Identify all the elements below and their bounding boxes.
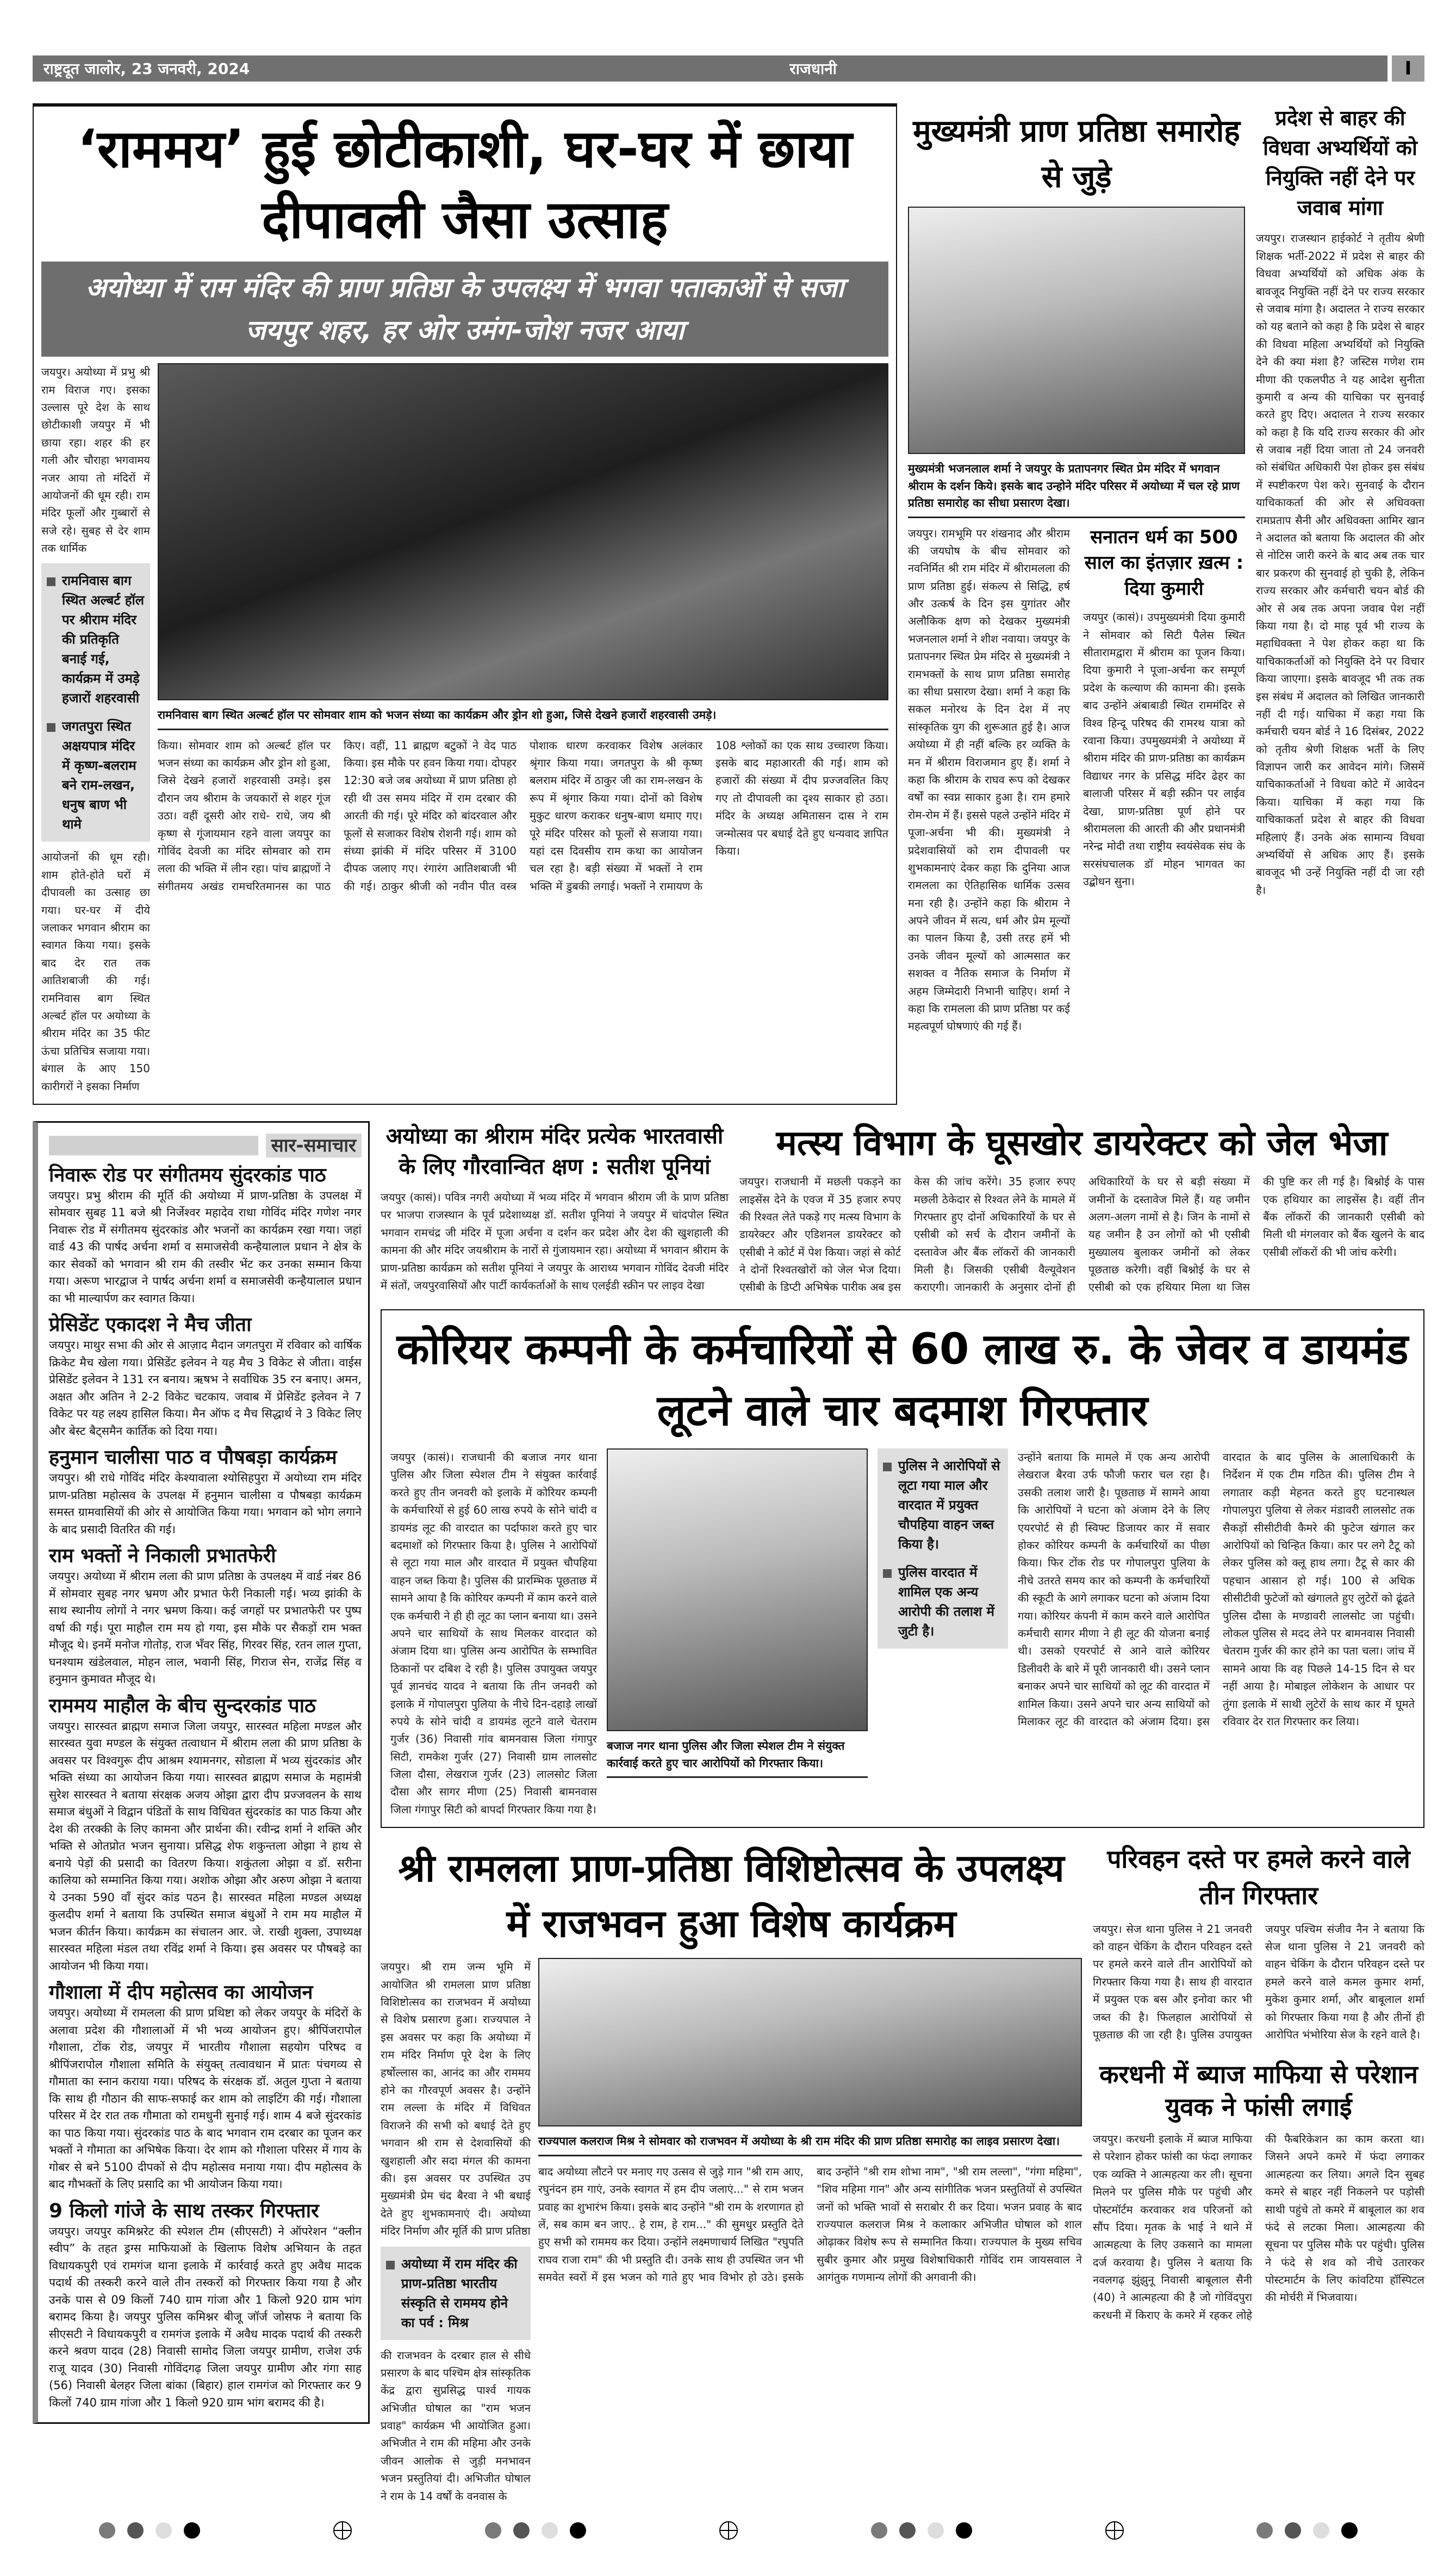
rajbhavan-content	[381, 1958, 1082, 2505]
color-dot	[1341, 2522, 1358, 2539]
color-dot	[956, 2522, 972, 2539]
color-dot	[928, 2522, 944, 2539]
color-dot	[871, 2522, 887, 2539]
lead-intro: जयपुर। अयोध्या में प्रभु श्री राम विराज गए। इसका उल्लास पूरे देश के साथ छोटीकाशी जयपुर में भी छाया रहा। शहर की हर गली और चौराहा भगवामय नजर आया तो मंदिरों में आयोजनों की धूम रही। राम मंदिर फूलों और गुब्बारों से सजे रहे। सुबह से देर शाम तक धार्मिक	[41, 365, 150, 555]
bullet-icon	[47, 723, 55, 732]
brief-body: जयपुर। माथुर सभा की ओर से आज़ाद मैदान जगतपुरा में रविवार को वार्षिक क्रिकेट मैच खेला गया। प्रेसिडेंट इलेवन ने यह मैच 3 विकेट से जीता। वाईस प्रेसिडेंट इलेवन ने 131 रन बनाय। ऋषभ ने सर्वाधिक 35 रन बनाए। अमन, अक्षत और अतिन ने 2-2 विकेट चटकाय. जवाब में प्रेसिडेंट इलेवन ने 7 विकेट पर यह लक्ष्य हासिल किया। मैन ऑफ द मैच सिद्धार्थ ने 3 विकेट लिए और बेस्ट बैट्समैन कार्तिक को दिया गया।	[49, 1339, 362, 1438]
rajbhavan-left-column	[381, 1958, 531, 2505]
courier-headline: कोरियर कम्पनी के कर्मचारियों से 60 लाख रु. के जेवर व डायमंड लूटने वाले चार बदमाश गिरफ्तार	[396, 1324, 1409, 1435]
briefs-list	[49, 1163, 362, 2412]
brief-body: जयपुर। अयोध्या में रामलला की प्राण प्रथिष्टा को लेकर जयपुर के मंदिरों के अलावा प्रदेश की गौशालाओं में भी भव्य आयोजन हुए। श्रीपिंजरापोल गौशाला, टोंक रोड, जयपुर में भारतीय गौशाला सहयोग परिषद व श्रीपिंजरापोल गौशाला समिति के संयुक्त् तत्वावधान में प्रातः पंचगव्य से गौमाता का स्नान कराया गया। परिषद के संरक्षक डॉ. अतुल गुप्ता ने बताया कि साथ ही गौठान की साफ-सफाई कर शाम को लाइटिंग की गई। गौशाला परिसर में देर रात तक गौमाता को रामधुनी सुनाई गई। शाम 4 बजे सुंदरकांड का पाठ किया गया। सुंदरकांड पाठ के बाद भगवान राम दरबार का पूजन कर भक्तों ने गौमाता का अभिषेक किया। देर शाम को गौशाला परिसर में गाय के गोबर से बने 5100 दीपकों से दीप महोत्सव मनाया गया। दीप महोत्सव के बाद गौभक्तों के लिए प्रसादि का भी आयोजन किया गया।	[49, 2006, 362, 2191]
color-dot	[99, 2522, 115, 2539]
hc-story	[1256, 103, 1424, 899]
cm-story	[908, 103, 1245, 1035]
right-area	[381, 1121, 1424, 2505]
briefs-box	[33, 1121, 370, 2424]
brief-title: 9 किलो गांजे के साथ तस्कर गिरफ्तार	[49, 2199, 319, 2222]
rajbhavan-photo	[538, 1958, 1082, 2126]
color-dot	[184, 2522, 200, 2539]
brief-body: जयपुर। श्री राधे गोविंद मंदिर केश्यावाला श्योसिहपुरा में अयोध्या राम मंदिर प्राण-प्रतिष्ठा महोत्सव के उपलक्ष में हनुमान चालीसा व पौषबड़ा कार्यक्रम समस्त ग्रामवासियों की ओर से आयोजित किया गया। भगवान को भोग लगाने के बाद प्रसादी वितरित की गई।	[49, 1471, 362, 1536]
highlight-item: पुलिस वारदात में शामिल एक अन्य आरोपी की तलाश में जुटी है।	[883, 1563, 1003, 1641]
hc-body: जयपुर। राजस्थान हाईकोर्ट ने तृतीय श्रेणी शिक्षक भर्ती-2022 में प्रदेश से बाहर की विधवा अभ्यर्थियों को अधिक अंक के बावजूद नियुक्ति नहीं देने पर राज्य सरकार से जवाब मांगा है। अदालत ने राज्य सरकार को यह बताने को कहा है कि प्रदेश से बाहर की विधवा महिला अभ्यर्थियों को नियुक्ति देने की क्या मंशा है? जस्टिस गणेश राम मीणा की एकलपीठ ने यह आदेश सुनीता कुमारी व अन्य की याचिका पर सुनवाई करते हुए दिए। अदालत ने राज्य सरकार को कहा है कि यदि राज्य सरकार की ओर से जवाब नहीं दिया जाता तो 24 जनवरी को संबंधित अधिकारी पेश होकर इस संबंध में स्पष्टीकरण पेश करे। सुनवाई के दौरान याचिकाकर्ता की ओर से अधिवक्ता रामप्रताप सैनी और अधिवक्ता आमिर खान ने अदालत को बताया कि अदालत की ओर से नोटिस जारी करने के बाद अब तक चार बार प्रकरण की सुनवाई हो चुकी है, लेकिन राज्य सरकार और कर्मचारी चयन बोर्ड की ओर से अब तक अपना जवाब पेश नहीं किया गया है। दो माह पूर्व भी राज्य के महाधिवक्ता ने पेश होकर कहा था कि याचिकाकर्ताओं को नियुक्ति देने पर विचार किया जाएगा। इसके बावजूद भी तक तक इस संबंध में अदालत को लिखित जानकारी नहीं दी गई। याचिका में कहा गया कि कर्मचारी चयन बोर्ड ने 16 दिसंबर, 2022 को तृतीय श्रेणी शिक्षक भर्ती के लिए विज्ञापन जारी कर आवेदन मांगे। जिसमें याचिकाकर्ताओं ने विधवा कोटे में आवेदन किया। याचिका में कहा गया कि याचिकाकर्ता प्रदेश से बाहर की विधवा महिलाएं हैं। उनके अंक सामान्य विधवा अभ्यर्थियों से अधिक आए हैं। इसके बावजूद भी उन्हें नियुक्ति नहीं दी जा रही है।	[1256, 232, 1424, 897]
lead-photo-caption: रामनिवास बाग स्थित अल्बर्ट हॉल पर सोमवार शाम को भजन संध्या का कार्यक्रम और ड्रोन शो हुआ, जिसे देखने हजारों शहरवासी उमड़े।	[158, 707, 888, 730]
registration-mark-icon	[719, 2521, 738, 2540]
color-dot	[1285, 2522, 1301, 2539]
transport-headline: परिवहन दस्ते पर हमले करने वाले तीन गिरफ्तार	[1107, 1844, 1410, 1910]
color-dot	[485, 2522, 501, 2539]
color-registration-dots	[1256, 2522, 1358, 2539]
courier-highlights	[878, 1448, 1008, 1649]
lead-headline: ‘राममय’ हुई छोटीकाशी, घर-घर में छाया दीपावली जैसा उत्साह	[77, 119, 853, 250]
page-number: I	[1392, 55, 1424, 82]
color-registration-dots	[485, 2522, 586, 2539]
lead-subhead: अयोध्या में राम मंदिर की प्राण प्रतिष्ठा के उपलक्ष्य में भगवा पताकाओं से सजा जयपुर शहर, हर ओर उमंग-जोश नजर आया	[41, 262, 888, 357]
brief-body: जयपुर। सारस्वत ब्राह्मण समाज जिला जयपुर, सारस्वत महिला मण्डल और सारस्वत युवा मण्डल के संयुक्त तत्वाधान में श्रीराम लला की प्राण प्रतिष्ठा के अवसर पर विश्वगुरू दीप आश्रम श्यामनगर, सोडाला में भव्य सुंदरकांड और भक्ति संध्या का आयोजन किया गया। सारस्वत ब्राह्मण समाज के महामंत्री सुरेश सारस्वत ने बताया संरक्षक अजय ओझा द्वारा दीप प्रज्जवलन के साथ समाज बंधुओं ने विद्वान पंडितों के साथ विधिवत सुंदरकांड का पाठ किया और देश की तरक्की के लिए कामना और प्रार्थना की। रवीन्द्र शर्मा ने शक्ति और भक्ति से ओतप्रोत भजन सुनाया। प्रसिद्ध शेफ शकुन्तला ओझा ने हाथ से बनाये पेड़ों की प्रसादी का वितरण किया। शकुंतला ओझा व डॉ. सरीना कालिया को सम्मानित किया गया। अशोक ओझा और अरुण ओझा ने बताया ये उनका 590 वाँ सुंदर कांड पठन है। सारस्वत महिला मण्डल अध्यक्ष कुलदीप शर्मा ने बताया कि उपस्थित समाज बंधुओं ने राम मय माहौल में भजन कीर्तन किया। कार्यक्रम का संचालन आर. जे. राखी शुक्ला, उपाध्यक्ष सारस्वत महिला मंडल तथा रविंद्र शर्मा ने किया। इस अवसर पर पौषबड़े का आयोजन भी किया गया।	[49, 1719, 362, 1973]
rajbhavan-body-left-2: की राजभवन के दरबार हाल से सीधे प्रसारण के बाद पश्चिम क्षेत्र सांस्कृतिक केंद्र द्वारा सुप्रसिद्ध पार्श्व गायक अभिजीत घोषाल का "राम भजन प्रवाह" कार्यक्रम भी आयोजित हुआ। अभिजीत ने राम की महिमा और उनके जीवन आलोक से जुड़ी मनभावन भजन प्रस्तुतियां दी। अभिजीत घोषाल ने राम के 14 वर्षों के वनवास के	[381, 2348, 531, 2503]
color-dot	[1313, 2522, 1329, 2539]
briefs-label-row	[49, 1134, 362, 1158]
color-dot	[899, 2522, 916, 2539]
color-registration-dots	[99, 2522, 200, 2539]
lead-story	[33, 103, 897, 1105]
courier-story	[381, 1309, 1424, 1828]
page	[33, 0, 1424, 2540]
rajbhavan-headline: श्री रामलला प्राण-प्रतिष्ठा विशिष्टोत्सव के उपलक्ष्य में राजभवन हुआ विशेष कार्यक्रम	[398, 1846, 1065, 1946]
highlight-item: रामनिवास बाग स्थित अल्बर्ट हॉल पर श्रीराम मंदिर की प्रतिकृति बनाई गई, कार्यक्रम में उमड़े हजारों शहरवासी	[47, 571, 145, 708]
crowd-photo	[158, 363, 888, 700]
puniya-body: जयपुर (कासं)। पवित्र नगरी अयोध्या में भव्य मंदिर में भगवान श्रीराम जी के प्राण प्रतिष्ठा पर भाजपा राजस्थान के पूर्व प्रदेशाध्यक्ष डॉ. सतीश पूनियां ने जयपुर में चांदपोल स्थित भगवान रामचंद्र जी मंदिर में पूजा अर्चना व दर्शन कर प्रदेश और देश की खुशहाली की कामना की और मंदिर जयश्रीराम के नारों से गुंजायमान रहा। अयोध्या में भगवान श्रीराम के प्राण-प्रतिष्ठा कार्यक्रम को सतीश पूनियां ने जयपुर के आराध्य भगवान गोविंद देवजी मंदिर में संतों, जयपुरवासियों और पार्टी कार्यकर्ताओं के साथ एलईडी स्क्रीन पर लाइव देखा	[381, 1190, 729, 1292]
courier-right	[878, 1448, 1415, 1730]
brief-title: गौशाला में दीप महोत्सव का आयोजन	[49, 1981, 313, 2004]
puniya-story	[381, 1121, 729, 1294]
fish-headline: मत्स्य विभाग के घूसखोर डायरेक्टर को जेल भेजा	[776, 1123, 1388, 1164]
color-dot	[127, 2522, 144, 2539]
rajbhavan-story	[381, 1841, 1082, 2505]
rajbhavan-highlight	[381, 2247, 531, 2340]
registration-mark-icon	[1105, 2521, 1124, 2540]
courier-body-right: उन्होंने बताया कि मामले में एक अन्य आरोपी लेखराज बैरवा उर्फ फौजी फरार चल रहा है। उसकी तलाश जारी है। पूछताछ में सामने आया कि आरोपियों ने घटना को अंजाम देने के लिए एयरपोर्ट से ही स्विफ्ट डिजायर कार में सवार होकर कोरियर कम्पनी के कर्मचारियों का पीछा किया। फिर टोंक रोड पर गोपालपुरा पुलिया के नीचे उतरते समय कार को कम्पनी के कर्मचारियों की स्कूटी के आगे लगाकर घटना को अंजाम दिया गया। कोरियर कंपनी में काम करने वाले आरोपित कर्मचारी सागर मीणा ने ही लूट की योजना बनाई थी। उसको एयरपोर्ट से आने वाले कोरियर डिलीवरी के बारे में पूरी जानकारी थी। उसने प्लान बनाकर अपने चार साथियों को लूट की वारदात में शामिल किया। उसने अपने चार अन्य साथियों को मिलाकर लूट की वारदात को अंजाम दिया। इस वारदात के बाद पुलिस के आलाधिकारी के निर्देशन में एक टीम गठित की। पुलिस टीम ने लगातार कड़ी मेहनत करते हुए घटनास्थल गोपालपुरा पुलिया से लेकर मंडावरी लालसोट तक सैकड़ों सीसीटीवी कैमरे की फुटेज खंगाल कर आरोपियों को चिन्हित किया। कार पर लगे टैटू को लेकर पुलिस को क्लू हाथ लगा। टैटू से कार की पहचान आसान हो गई। 100 से अधिक सीसीटीवी फुटेजों को खंगालते हुए लुटेरों को ढूंढते पुलिस दौसा के मण्डावरी लालसोट जा पहुंची। लोकल पुलिस से मदद लेने पर बामनवास निवासी चेतराम गुर्जर की कार होने का पता चला। जांच में सामने आया कि वह पिछले 14-15 दिन से घर नहीं आया है। मोबाइल लोकेशन के आधार पर तुंगा इलाके में साथी लुटेरों के साथ कार में घूमते रविवार देर रात गिरफ्तार कर लिया।	[1018, 1451, 1415, 1728]
brief-title: प्रेसिडेंट एकादश ने मैच जीता	[49, 1314, 252, 1336]
brief-body: जयपुर। जयपुर कमिश्नरेट की स्पेशल टीम (सीएसटी) ने ऑपरेशन “क्लीन स्वीप” के तहत ड्रग्स माफियाओं के खिलाफ विशेष अभियान के तहत विधायकपुरी एवं रामगंज थाना इलाके में कार्रवाई करते हुए अवैध मादक पदार्थ की तस्करी करने वाले तीन तस्करों को गिरफ्तार किया गया है और उनके पास से 09 किलों 740 ग्राम गांजा और 1 किलो 920 ग्राम भांग बरामद किया है। जयपुर पुलिस कमिश्नर बीजू जॉर्ज जोसफ ने बताया कि सीएसटी ने विधायकपुरी व रामगंज इलाके में अवैध मादक पदार्थ की तस्करी करने श्रवण यादव (28) निवासी सामोद जिला जयपुर ग्रामीण, राजेश उर्फ राजू यादव (30) निवासी गोविंदगढ़ जिला जयपुर ग्रामीण और गंगा साह (56) निवासी बेलहर जिला बांका (बिहार) हाल रामगंज को गिरफ्तार कर 9 किलों 740 ग्राम गांजा और 1 किलो 920 ग्राम भांग बरामद की है।	[49, 2224, 362, 2409]
highlight-item: पुलिस ने आरोपियों से लूटा गया माल और वारदात में प्रयुक्त चौपहिया वाहन जब्त किया है।	[883, 1456, 1003, 1554]
rajbhavan-row	[381, 1841, 1424, 2505]
masthead-bar	[33, 55, 1387, 82]
dateline: राष्ट्रदूत जालोर, 23 जनवरी, 2024	[43, 60, 250, 78]
diya-kumari-headline: सनातन धर्म का 500 साल का इंतज़ार ख़त्म : दिया कुमारी	[1084, 526, 1244, 600]
transport-body: जयपुर। सेज थाना पुलिस ने 21 जनवरी को वाहन चेकिंग के दौरान परिवहन दस्ते पर हमले करने वाले तीन आरोपियों को गिरफ्तार किया गया है। साथ ही वारदात में प्रयुक्त एक बस और इनोवा कार भी जब्त की है। फिलहाल आरोपियों से पूछताछ की जा रही है। पुलिस उपायुक्त जयपुर पश्चिम संजीव नैन ने बताया कि सेज थाना पुलिस ने 21 जनवरी को वाहन चेकिंग के दौरान परिवहन दस्ते पर हमले करने वाले कमल कुमार शर्मा, मुकेश कुमार शर्मा, और बाबूलाल शर्मा को गिरफ्तार किया गया है और तीनों ही आरोपित भंभोरिया सेज के रहने वाले है।	[1093, 1922, 1424, 2041]
highlight-item: जगतपुरा स्थित अक्षयपात्र मंदिर में कृष्ण-बलराम बने राम-लखन, धनुष बाण भी थामे	[47, 717, 145, 834]
brief-title: निवारू रोड पर संगीतमय सुंदरकांड पाठ	[49, 1164, 326, 1186]
lead-main-column	[158, 363, 888, 895]
cm-headline: मुख्यमंत्री प्राण प्रतिष्ठा समारोह से जुड़े	[913, 114, 1240, 195]
cm-body: जयपुर। रामभूमि पर शंखनाद और श्रीराम की जयघोष के बीच सोमवार को नवनिर्मित श्री राम मंदिर में श्रीरामलला की प्राण प्रतिष्ठा हुई। संकल्प से सिद्धि, हर्ष और उत्कर्ष के दिन इस युगांतर और अलौकिक क्षण को देखकर मुख्यमंत्री भजनलाल शर्मा ने शीश नवाया। जयपुर के प्रतापनगर स्थित प्रेम मंदिर से मुख्यमंत्री ने रामभक्तों के साथ प्राण प्रतिष्ठा समारोह का सीधा प्रसारण देखा। शर्मा ने कहा कि सकल मनोरथ के दिन देश में नए सांस्कृतिक युग की शुरूआत हुई है। आज अयोध्या में ही नहीं बल्कि हर व्यक्ति के मन में श्रीराम विराजमान हुए हैं। शर्मा ने कहा कि श्रीराम के राघव रूप को देखकर वर्षों का स्वप्न साकार हुआ है। राम हमारे रोम-रोम में हैं। इससे पहले उन्होंने मंदिर में पूजा-अर्चना भी की। मुख्यमंत्री ने प्रदेशवासियों को राम दीपावली पर शुभकामनाएं देकर कहा कि दुनिया आज रामलला का ऐतिहासिक धार्मिक उत्सव मना रही है। उन्होंने कहा कि श्रीराम ने अपने जीवन में सत्य, धर्म और प्रेम मूल्यों का पालन किया है, उसी तरह हमें भी उनके जीवन मूल्यों को आत्मसात कर सशक्त व नैतिक समाज के निर्माण में अहम जिम्मेदारी निभानी चाहिए। शर्मा ने कहा कि रामलला की प्राण प्रतिष्ठा पर कई महत्वपूर्ण घोषणाएं की गई हैं।	[908, 526, 1070, 1033]
rajbhavan-main-column	[538, 1958, 1082, 2286]
highlight-item: अयोध्या में राम मंदिर की प्राण-प्रतिष्ठा भारतीय संस्कृति से राममय होने का पर्व : मिश्र	[386, 2254, 525, 2333]
courier-photo-caption: बजाज नगर थाना पुलिस और जिला स्पेशल टीम ने संयुक्त कार्रवाई करते हुए चार आरोपियों को गिरफ्तार किया।	[607, 1738, 868, 1778]
section-name: राजधानी	[789, 60, 837, 78]
lead-highlights	[41, 563, 150, 842]
cm-columns	[908, 525, 1245, 1035]
courier-body-left: जयपुर (कासं)। राजधानी की बजाज नगर थाना पुलिस और जिला स्पेशल टीम ने संयुक्त कार्रवाई करते हुए तीन जनवरी को इलाके में कोरियर कम्पनी के कर्मचारियों से हुई 60 लाख रुपये के सोने चांदी व डायमंड लूट की वारदात का पर्दाफाश करते हुए चार बदमाशों को गिरफ्तार किया है। पुलिस ने आरोपियों से लूटा गया माल और वारदात में प्रयुक्त चौपहिया वाहन जब्त किया है। पुलिस की प्रारम्भिक पूछताछ में सामने आया है कि कोरियर कम्पनी में काम करने वाले एक कर्मचारी ने ही ही लूट का प्लान बनाया था। उसने अपने चार साथियों के साथ मिलकर वारदात को अंजाम दिया था। पुलिस अन्य आरोपित के सम्भावित ठिकानों पर दबिश दे रही है। पुलिस उपायुक्त जयपुर पूर्व ज्ञानचंद यादव ने बताया कि तीन जनवरी को इलाके में गोपालपुरा पुलिया के नीचे दिन-दहाड़े लाखों रुपये के सोने चांदी व डायमंड लूटने वाले चेतराम गुर्जर (36) निवासी गांव बामनवास जिला गंगापुर सिटी, रामकेश गुर्जर (27) निवासी ग्राम लालसोट जिला दौसा, लेखराज गुर्जर (23) लालसोट जिला दौसा और सागर मीणा (25) निवासी बामनवास जिला गंगापुर सिटी को बापर्दा गिरफ्तार किया गया है।	[390, 1451, 597, 1816]
arrested-accused-photo	[607, 1448, 868, 1731]
bullet-icon	[47, 577, 55, 586]
right-briefs-column	[1093, 1841, 1424, 2324]
rajbhavan-photo-caption: राज्यपाल कलराज मिश्र ने सोमवार को राजभवन में अयोध्या के श्री राम मंदिर की प्राण प्रतिष्ठा समारोह का लाइव प्रसारण देखा।	[538, 2133, 1082, 2156]
cm-photo-caption: मुख्यमंत्री भजनलाल शर्मा ने जयपुर के प्रतापनगर स्थित प्रेम मंदिर में भगवान श्रीराम के दर्शन किये। इसके बाद उन्होने मंदिर परिसर में अयोध्या में चल रहे प्राण प्रतिष्ठा समारोह का सीधा प्रसारण देखा।	[908, 461, 1245, 518]
puniya-fish-row	[381, 1121, 1424, 1296]
fish-body: जयपुर। राजधानी में मछली पकड़ने का लाइसेंस देने के एवज में 35 हजार रुपए की रिश्वत लेते पकड़े गए मत्स्य विभाग के डायरेक्टर और एडिशनल डायरेक्टर को एसीबी ने कोर्ट में पेश किया। जहां से कोर्ट ने दोनों रिश्वतखोरों को जेल भेज दिया। एसीबी के डिप्टी अभिषेक पारीक अब इस केस की जांच करेंगे। 35 हजार रुपए मछली ठेकेदार से रिश्वत लेने के मामले में गिरफ्तार हुए दोनों अधिकारियों के घर से एसीबी को सर्च के दौरान जमीनों के दस्तावेज और बैंक लॉकरों की जानकारी मिली है। जिसकी एसीबी वैल्यूवेशन कराएगी। जानकारी के अनुसार दोनों ही अधिकारियों के घर से बड़ी संख्या में जमीनों के दस्तावेज मिले हैं। यह जमीन अलग-अलग नामों से है। जिन के नामों से यह जमीन है उन लोगों को भी एसीबी मुख्यालय बुलाकर जमीनों को लेकर पूछताछ करेगी। वहीं बिश्नोई के घर से एसीबी को एक हथियार मिला था जिस की पुष्टि कर ली गई है। बिश्नोई के पास एक हथियार का लाइसेंस है। वहीं तीन बैंक लॉकरों की जानकारी एसीबी को मिली थी मंगलवार को बैंक खुलने के बाद एसीबी लॉकरों की भी जांच करेगी।	[739, 1175, 1424, 1294]
briefs-label: सार-समाचार	[266, 1134, 362, 1158]
kardhani-headline: करधनी में ब्याज माफिया से परेशान युवक ने फांसी लगाई	[1099, 2060, 1418, 2122]
bullet-icon	[386, 2261, 395, 2269]
hc-headline: प्रदेश से बाहर की विधवा अभ्यर्थियों को नियुक्ति नहीं देने पर जवाब मांगा	[1263, 106, 1417, 220]
registration-mark-icon	[333, 2521, 352, 2540]
brief-title: हनुमान चालीसा पाठ व पौषबड़ा कार्यक्रम	[49, 1446, 337, 1469]
courier-content	[390, 1448, 1415, 1818]
top-row	[33, 103, 1424, 1105]
rajbhavan-body: बाद अयोध्या लौटने पर मनाए गए उत्सव से जुड़े गान "श्री राम आए, रघुनंदन हम गाएं, उनके स्वागत में हम दीप जलाएं..." से राम भजन प्रवाह का शुभारंभ किया। इसके बाद उन्होंने "श्री राम के शरणागत हो लें, सब काम बन जाए.. हे राम, हे राम..." की सुमधुर प्रस्तुति देते हुए सभी को राममय कर दिया। उन्होंने लक्ष्मणाचार्य लिखित "रघुपति राघव राजा राम" की भी प्रस्तुति दी। उनके साथ ही उपस्थित जन भी समवेत स्वरों में इस भजन को गाते हुए भाव विभोर हो उठे। इसके बाद उन्होंने "श्री राम शोभा नाम", "श्री राम लल्ला", "गंगा महिमा", "शिव महिमा गान" और अन्य सांगीतिक भजन प्रस्तुतियों से उपस्थित जनों को भक्ति भावों से सराबोर री कर दिया। भजन प्रवाह के बाद राज्यपाल कलराज मिश्र ने कलाकार अभिजीत घोषाल को शाल ओढ़ाकर विशेष रूप से सम्मानित किया। राज्यपाल के मुख्य सचिव सुबीर कुमार और प्रमुख विशेषाधिकारी गोविंद राम जायसवाल ने आगंतुक गणमान्य लोगों की अगवानी की।	[538, 2165, 1082, 2284]
color-dot	[570, 2522, 586, 2539]
courier-photo-block	[607, 1448, 868, 1778]
color-dot	[513, 2522, 530, 2539]
briefs-label-bar	[49, 1136, 258, 1155]
lead-content	[41, 363, 888, 1095]
color-dot	[1256, 2522, 1273, 2539]
bullet-icon	[883, 1569, 892, 1578]
brief-title: राममय माहौल के बीच सुन्दरकांड पाठ	[49, 1694, 316, 1717]
bullet-icon	[883, 1463, 892, 1471]
bottom-row	[33, 1121, 1424, 2505]
masthead	[33, 55, 1424, 82]
puniya-headline: अयोध्या का श्रीराम मंदिर प्रत्येक भारतवासी के लिए गौरवान्वित क्षण : सतीश पूनियां	[385, 1123, 724, 1179]
color-dot	[542, 2522, 558, 2539]
fish-story	[739, 1121, 1424, 1296]
lead-body: किया। सोमवार शाम को अल्बर्ट हॉल पर भजन संध्या का कार्यक्रम और ड्रोन शो हुआ, जिसे देखने हजारों शहरवासी उमड़े। इस दौरान जय श्रीराम के जयकारों से शहर गूंज उठा। वहीं दूसरी ओर राधे- राधे, जय श्री कृष्ण से गूंजायमान रहने वाला जयपुर का गोविंद देवजी का मंदिर सोमवार को राम लला की भक्ति में लीन रहा। पांच ब्राह्मणों ने संगीतमय अखंड रामचरितमानस का पाठ किए। वहीं, 11 ब्राह्मण बटुकों ने वेद पाठ किया। इस मौके पर हवन किया गया। दोपहर 12:30 बजे जब अयोध्या में प्राण प्रतिष्ठा हो रही थी उस समय मंदिर में राम दरबार की आरती की गई। पूरे मंदिर को बांदरवाल और फूलों से सजाकर विशेष रोशनी गई। शाम को संध्या झांकी में मंदिर परिसर में 3100 दीपक जलाए गए। रंगारंग आतिशबाजी भी की गई। ठाकुर श्रीजी को नवीन पीत वस्त्र पोशाक धारण करवाकर विशेष अलंकार श्रृंगार किया गया। जगतपुरा के श्री कृष्ण बलराम मंदिर में ठाकुर जी का राम-लखन के रूप में श्रृंगार किया गया। दोनों को विशेष मुकुट धारण कराकर धनुष-बाण थमाए गए। पूरे मंदिर परिसर को फूलों से सजाया गया। यहां दस दिवसीय राम कथा का आयोजन चल रहा है। बड़ी संख्या में भक्तों ने राम भक्ति में डुबकी लगाई। भक्तों ने रामायण के 108 श्लोकों का एक साथ उच्चारण किया। इसके बाद महाआरती की गई। शाम को हजारों की संख्या में दीप प्रज्जवलित किए गए तो दीपावली का दृश्य साकार हो उठा। मंदिर के अध्यक्ष अमितासन दास ने राम जन्मोत्सव पर बधाई देते हुए धन्यवाद ज्ञापित किया।	[158, 738, 888, 893]
diya-kumari-body: जयपुर (कासं)। उपमुख्यमंत्री दिया कुमारी ने सोमवार को सिटी पैलेस स्थित सीतारामद्वारा में श्रीराम का पूजन किया। दिया कुमारी ने पूजा-अर्चना कर सम्पूर्ण प्रदेश के कल्याण की कामना की। इसके बाद उन्होंने अंबाबाडी स्थित राममंदिर से विश्व हिन्दू परिषद की रामरथ यात्रा को रवाना किया। उपमुख्यमंत्री ने अयोध्या में श्रीराम मंदिर की प्राण-प्रतिष्ठा का कार्यक्रम विद्याधर नगर के प्रसिद्ध मंदिर ढेहर का बालाजी परिसर में बड़ी स्क्रीन पर लाईव देखा, प्राण-प्रतिष्ठा पूर्ण होने पर श्रीरामलला की आरती की और प्रधानमंत्री नरेन्द्र मोदी तथा राष्ट्रीय स्वयंसेवक संघ के सरसंघचालक डॉ मोहन भागवत का उद्बोधन सुना।	[1083, 611, 1245, 888]
brief-title: राम भक्तों ने निकाली प्रभातफेरी	[49, 1545, 276, 1568]
lead-left-body: आयोजनों की धूम रही। शाम होते-होते घरों में दीपावली का उत्साह छा गया। घर-घर में दीये जलाकर भगवान श्रीराम का स्वागत किया गया। इसके बाद देर रात तक आतिशबाजी की गई। रामनिवास बाग स्थित अल्बर्ट हॉल पर अयोध्या के श्रीराम मंदिर का 35 फीट ऊंचा प्रतिचित्र सजाया गया। बंगाल के आए 150 कारीगरों ने इसका निर्माण	[41, 850, 150, 1093]
color-dot	[155, 2522, 172, 2539]
print-marks	[33, 2521, 1424, 2540]
diya-kumari-story	[1083, 525, 1245, 891]
rajbhavan-body-left: जयपुर। श्री राम जन्म भूमि में आयोजित श्री रामलला प्राण प्रतिष्ठा विशिष्टोत्सव का राजभवन में अयोध्या से विशेष प्रसारण हुआ। राज्यपाल ने इस अवसर पर कहा कि अयोध्या में राम मंदिर निर्माण पूरे देश के लिए हर्षोल्लास का, आनंद का और राममय होने का गौरवपूर्ण अवसर है। उन्होंने राम लल्ला के मंदिर में विधिवत विराजने की सभी को बधाई देते हुए भगवान श्री राम से देशवासियों की खुशहाली और सदा मंगल की कामना की। इस अवसर पर उपस्थित उप मुख्यमंत्री प्रेम चंद बैरवा ने भी बधाई देते हुए शुभकामनाएं दी। अयोध्या मंदिर निर्माण और मूर्ति की प्राण प्रतिष्ठा	[381, 1960, 531, 2238]
brief-body: जयपुर। अयोध्या में श्रीराम लला की प्राण प्रतिष्ठा के उपलक्ष्य में वार्ड नंबर 86 में सोमवार सुबह नगर भ्रमण और प्रभात फेरी निकाली गई। भव्य झांकी के साथ स्थानीय लोगों ने नगर भ्रमण किया। कई जगहों पर प्रभातफेरी पर पुष्प वर्षा की गई। पूरा माहौल राम मय हो गया, इस मौके पर सैकड़ों राम भक्त मौजूद थे। इनमें मनोज गोतोड़, राज भँवर सिंह, गिरवर सिंह, रतन लाल गुप्ता, घनश्याम खंडेलवाल, मोहन लाल, भवानी सिंह, गिराज सेन, राजेंद्र सिंह व हनुमान कुमावत मौजूद थे।	[49, 1570, 362, 1686]
kardhani-body: जयपुर। करधनी इलाके में ब्याज माफिया से परेशान होकर फांसी का फंदा लगाकर एक व्यक्ति ने आत्महत्या कर ली। सूचना मिलने पर पुलिस मौके पर पहुंची और पोस्टमॉर्टम करवाकर शव परिजनों को सौंप दिया। मृतक के भाई ने थाने में आत्महत्या के लिए उकसाने का मामला दर्ज करवाया है। पुलिस ने बताया कि नवलगढ़ झुंझुनू निवासी बाबूलाल सैनी (40) ने आत्महत्या की है जो गोविंदपुरा करधनी में किराए के कमरे में रहकर लोहे की फैबरिकेशन का काम करता था। जिसने अपने कमरे में फंदा लगाकर आत्महत्या कर लिया। अगले दिन सुबह कमरे से बाहर नहीं निकलने पर पड़ोसी साथी पहुंचे तो कमरे में बाबूलाल का शव फंदे से लटका मिला। आत्महत्या की सूचना पर पुलिस मौके पर पहुंची। पुलिस ने फंदे से शव को नीचे उतारकर पोस्टमार्टम के लिए कांवटिया हॉस्पिटल की मोर्चरी में भिजवाया।	[1093, 2132, 1424, 2322]
color-registration-dots	[871, 2522, 972, 2539]
lead-left-column	[41, 363, 150, 1095]
cm-photo	[908, 207, 1245, 454]
brief-body: जयपुर। प्रभु श्रीराम की मूर्ति की अयोध्या में प्राण-प्रतिष्ठा के उपलक्ष में सोमवार सुबह 11 बजे श्री निर्जेश्वर महादेव राधा गोविंद मंदिर गणेश नगर निवारू रोड में संगीतमय सुंदरकांड और भजनों का कार्यक्रम रखा गया। जहां वार्ड 43 की पार्षद अर्चना शर्मा व समाजसेवी कन्हैयालाल प्रधान ने क्षेत्र के कार सेवकों को भगवान श्री राम की तस्वीर भेंट कर उनका सम्मान किया गया। अरूण भारद्वाज ने पार्षद अर्चना शर्मा व समाजसेवी कन्हैयालाल प्रधान का भी माल्यार्पण कर स्वागत किया।	[49, 1189, 362, 1305]
